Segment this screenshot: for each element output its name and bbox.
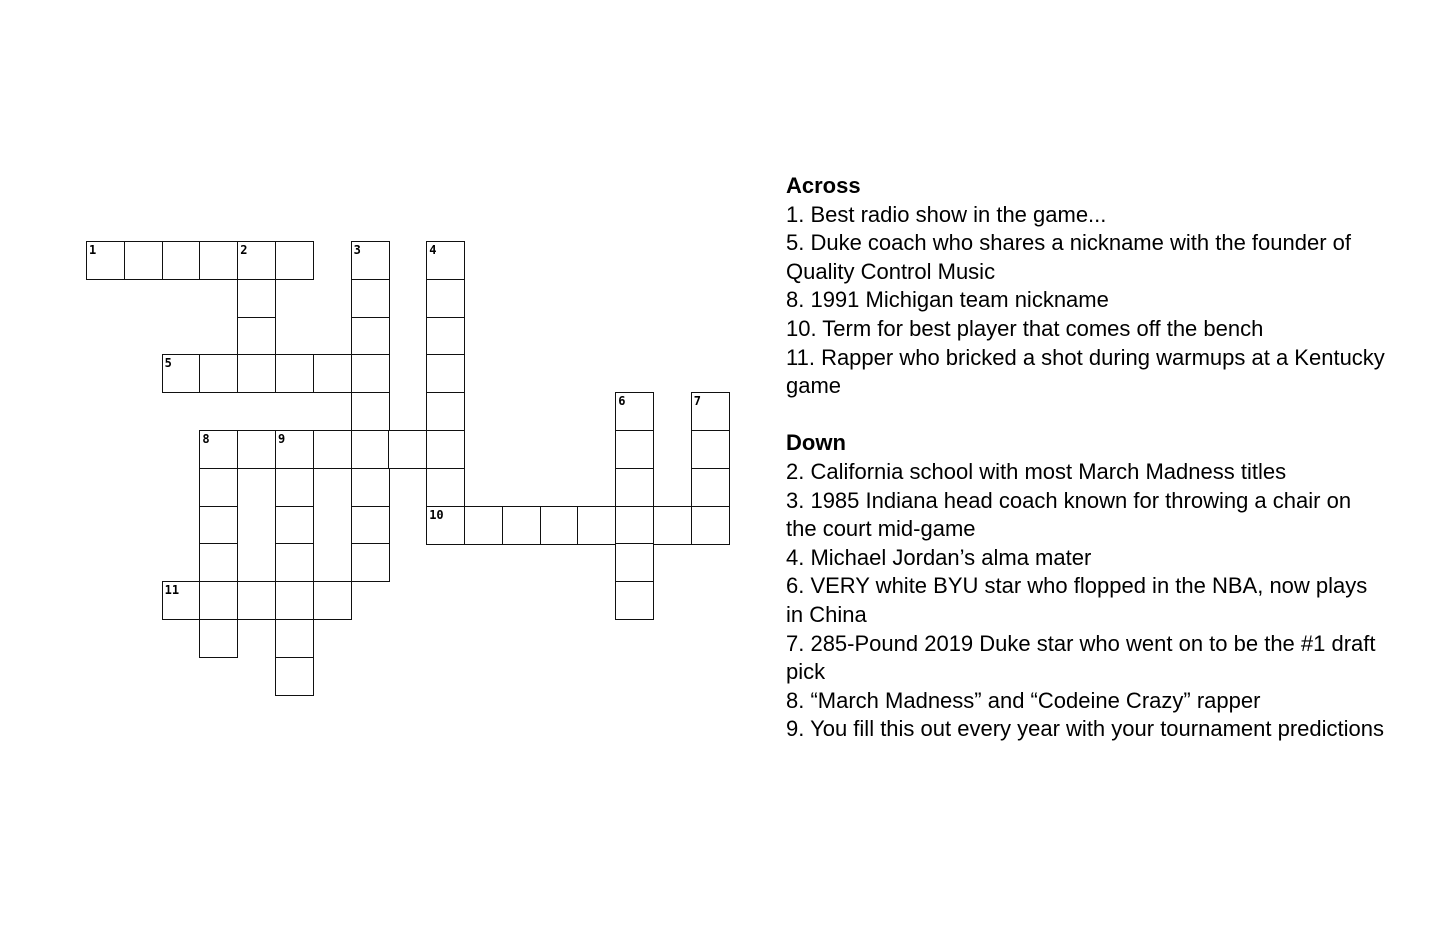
crossword-cell[interactable] xyxy=(199,241,238,280)
cell-number: 1 xyxy=(89,243,97,257)
crossword-cell[interactable] xyxy=(275,241,314,280)
across-clue-8: 8. 1991 Michigan team nickname xyxy=(786,287,1109,313)
crossword-cell[interactable] xyxy=(237,241,276,280)
crossword-cell[interactable] xyxy=(275,430,314,469)
crossword-cell[interactable] xyxy=(615,506,654,545)
across-clue-10: 10. Term for best player that comes off the bench xyxy=(786,315,1264,341)
crossword-cell[interactable] xyxy=(237,354,276,393)
crossword-cell[interactable] xyxy=(426,317,465,356)
crossword-cell[interactable] xyxy=(162,581,201,620)
crossword-cell[interactable] xyxy=(275,581,314,620)
down-section xyxy=(786,429,1386,744)
crossword-cell[interactable] xyxy=(464,506,503,545)
cell-number: 9 xyxy=(278,432,286,446)
crossword-cell[interactable] xyxy=(691,468,730,507)
across-heading: Across xyxy=(786,173,861,198)
across-section xyxy=(786,172,1386,401)
crossword-cell[interactable] xyxy=(275,354,314,393)
cell-number: 10 xyxy=(429,507,444,522)
crossword-cell[interactable] xyxy=(426,468,465,507)
crossword-cell[interactable] xyxy=(237,430,276,469)
crossword-cell[interactable] xyxy=(162,354,201,393)
crossword-cell[interactable] xyxy=(577,506,616,545)
down-clue-7: 7. 285-Pound 2019 Duke star who went on to be the #1 draft pick xyxy=(786,630,1376,685)
crossword-cell[interactable] xyxy=(615,430,654,469)
crossword-cell[interactable] xyxy=(351,392,390,431)
across-clue-5: 5. Duke coach who shares a nickname with the founder of Quality Control Music xyxy=(786,230,1351,284)
crossword-cell[interactable] xyxy=(162,241,201,280)
crossword-cell[interactable] xyxy=(313,581,352,620)
crossword-cell[interactable] xyxy=(275,468,314,507)
crossword-cell[interactable] xyxy=(199,430,238,469)
down-clue-8: 8. “March Madness” and “Codeine Crazy” rapper xyxy=(786,687,1261,713)
across-clue-11: 11. Rapper who bricked a shot during warmups at a Kentucky game xyxy=(786,344,1385,399)
crossword-cell[interactable] xyxy=(691,392,730,431)
cell-number: 6 xyxy=(618,394,626,409)
crossword-cell[interactable] xyxy=(426,279,465,318)
crossword-cell[interactable] xyxy=(313,430,352,469)
crossword-cell[interactable] xyxy=(615,543,654,582)
crossword-cell[interactable] xyxy=(86,241,125,280)
down-clue-list xyxy=(786,458,1386,744)
cell-number: 2 xyxy=(240,243,248,257)
crossword-cell[interactable] xyxy=(199,581,238,620)
crossword-cell[interactable] xyxy=(351,279,390,318)
down-clue-4: 4. Michael Jordan’s alma mater xyxy=(786,544,1092,570)
crossword-cell[interactable] xyxy=(502,506,541,545)
down-clue-9: 9. You fill this out every year with your tournament predictions xyxy=(786,716,1384,742)
crossword-cell[interactable] xyxy=(237,279,276,318)
crossword-cell[interactable] xyxy=(313,354,352,393)
across-clue-1: 1. Best radio show in the game... xyxy=(786,201,1107,227)
crossword-cell[interactable] xyxy=(351,468,390,507)
crossword-cell[interactable] xyxy=(275,619,314,658)
cell-number: 11 xyxy=(164,583,180,598)
crossword-cell[interactable] xyxy=(426,392,465,431)
crossword-cell[interactable] xyxy=(351,241,390,280)
cell-number: 8 xyxy=(202,432,210,446)
crossword-cell[interactable] xyxy=(237,581,276,620)
crossword-cell[interactable] xyxy=(426,506,465,545)
down-clue-3: 3. 1985 Indiana head coach known for throwing a chair on the court mid-game xyxy=(786,487,1352,542)
crossword-cell[interactable] xyxy=(199,354,238,393)
crossword-cell[interactable] xyxy=(275,543,314,582)
crossword-cell[interactable] xyxy=(351,543,390,582)
cell-number: 4 xyxy=(429,243,437,257)
crossword-cell[interactable] xyxy=(199,468,238,507)
crossword-cell[interactable] xyxy=(351,430,390,469)
crossword-cell[interactable] xyxy=(615,392,654,431)
crossword-cell[interactable] xyxy=(275,657,314,696)
crossword-cell[interactable] xyxy=(351,317,390,356)
cell-number: 7 xyxy=(693,394,702,409)
cell-number: 3 xyxy=(353,243,361,257)
down-heading: Down xyxy=(786,430,846,456)
crossword-cell[interactable] xyxy=(540,506,579,545)
down-clue-6: 6. VERY white BYU star who flopped in the NBA, now plays in China xyxy=(786,573,1368,627)
crossword-cell[interactable] xyxy=(124,241,163,280)
crossword-cell[interactable] xyxy=(275,506,314,545)
crossword-cell[interactable] xyxy=(237,317,276,356)
crossword-cell[interactable] xyxy=(426,354,465,393)
down-clue-2: 2. California school with most March Madness titles xyxy=(786,458,1287,484)
crossword-cell[interactable] xyxy=(615,468,654,507)
crossword-cell[interactable] xyxy=(426,241,465,280)
crossword-cell[interactable] xyxy=(426,430,465,469)
crossword-cell[interactable] xyxy=(615,581,654,620)
crossword-cell[interactable] xyxy=(199,619,238,658)
crossword-cell[interactable] xyxy=(691,430,730,469)
crossword-cell[interactable] xyxy=(351,354,390,393)
crossword-cell[interactable] xyxy=(199,543,238,582)
crossword-cell[interactable] xyxy=(199,506,238,545)
cell-number: 5 xyxy=(164,356,172,371)
crossword-cell[interactable] xyxy=(351,506,390,545)
crossword-cell[interactable] xyxy=(691,506,730,545)
clues-panel xyxy=(786,172,1386,744)
across-clue-list xyxy=(786,201,1386,401)
crossword-cell[interactable] xyxy=(388,430,427,469)
crossword-cell[interactable] xyxy=(653,506,692,545)
